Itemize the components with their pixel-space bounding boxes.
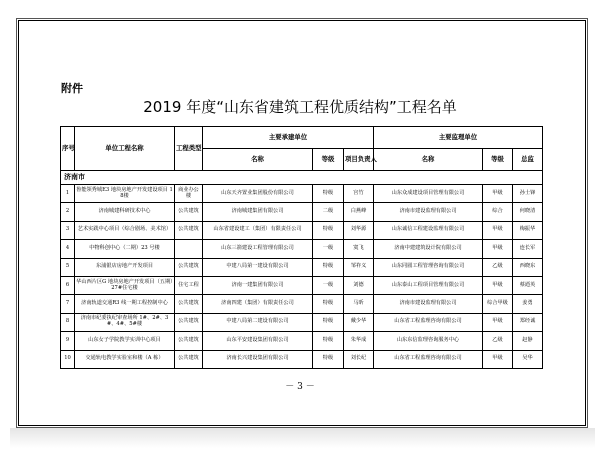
- cell-project-lead: 刘长纪: [344, 350, 374, 368]
- cell-supervisor-grade: 甲级: [483, 276, 513, 294]
- cell-chief-supervisor: 西晓东: [513, 258, 543, 276]
- cell-supervisor-grade: 甲级: [483, 350, 513, 368]
- cell-chief-supervisor: 孙士锋: [513, 185, 543, 203]
- header-project-lead: 项目负责人: [344, 149, 374, 171]
- table-row: [61, 350, 543, 368]
- header-project-type: 工程类型: [175, 127, 203, 171]
- cell-project-lead: 朱华成: [344, 332, 374, 350]
- cell-chief-supervisor: 吴华: [513, 350, 543, 368]
- cell-project-lead: 宫竹: [344, 185, 374, 203]
- cell-project-name: 济南轨道交通R3 线一期工程控制中心: [75, 295, 175, 313]
- cell-supervisor-name: 山东诚信工程建设监理有限公司: [374, 221, 483, 239]
- header-contractor-group: 主要承建单位: [203, 127, 374, 149]
- cell-project-lead: 刘德: [344, 276, 374, 294]
- cell-chief-supervisor: 梅振华: [513, 221, 543, 239]
- table-row: [61, 185, 543, 203]
- cell-project-type: 公共建筑: [175, 332, 203, 350]
- cell-supervisor-name: 山东省工程监理咨询有限公司: [374, 313, 483, 331]
- cell-project-type: 商业办公楼: [175, 185, 203, 203]
- cell-supervisor-grade: 甲级: [483, 185, 513, 203]
- cell-seq: 7: [61, 295, 75, 313]
- cell-project-lead: 白燕峰: [344, 203, 374, 221]
- cell-supervisor-name: 山东泰山工程项目管理有限公司: [374, 276, 483, 294]
- cell-supervisor-grade: 甲级: [483, 221, 513, 239]
- cell-chief-supervisor: 姜勇: [513, 295, 543, 313]
- cell-supervisor-grade: 乙级: [483, 332, 513, 350]
- cell-supervisor-grade: 综合甲级: [483, 295, 513, 313]
- table-row: [61, 203, 543, 221]
- cell-project-lead: 戴少华: [344, 313, 374, 331]
- cell-supervisor-name: 济南市建设监理有限公司: [374, 295, 483, 313]
- cell-seq: 10: [61, 350, 75, 368]
- cell-chief-supervisor: 连长军: [513, 240, 543, 258]
- cell-supervisor-name: 济南市建设监理有限公司: [374, 203, 483, 221]
- cell-contractor-grade: 一级: [313, 240, 344, 258]
- cell-contractor-name: 中建八局第二建设有限公司: [203, 313, 313, 331]
- cell-supervisor-name: 山东同圆工程管理咨询有限公司: [374, 258, 483, 276]
- cell-project-name: 山东女子学院教学实训中心项目: [75, 332, 175, 350]
- cell-project-type: 公共建筑: [175, 221, 203, 239]
- cell-seq: 2: [61, 203, 75, 221]
- cell-project-name: 艺术实践中心项目（综合剧场、美术馆）: [75, 221, 175, 239]
- cell-project-name: 中物科创中心（二期）23 号楼: [75, 240, 175, 258]
- cell-supervisor-name: 山东东信监理咨询服务中心: [374, 332, 483, 350]
- page-number: － 3 －: [285, 382, 315, 392]
- cell-contractor-name: 山东省建设建工（集团）有限责任公司: [203, 221, 313, 239]
- table-row: [61, 276, 543, 294]
- cell-project-name: 东浦银店房地产开发项目: [75, 258, 175, 276]
- cell-supervisor-grade: 综合: [483, 203, 513, 221]
- header-supervisor-group: 主要监理单位: [374, 127, 543, 149]
- page-title: 2019 年度“山东省建筑工程优质结构”工程名单: [143, 98, 457, 116]
- cell-seq: 3: [61, 221, 75, 239]
- city-label: 济南市: [61, 171, 543, 185]
- cell-seq: 8: [61, 313, 75, 331]
- cell-supervisor-grade: 甲级: [483, 240, 513, 258]
- page-shadow: [10, 428, 595, 448]
- cell-contractor-grade: 特级: [313, 350, 344, 368]
- cell-project-lead: 邹祚义: [344, 258, 374, 276]
- header-seq: 序号: [61, 127, 75, 171]
- project-table: [60, 126, 543, 369]
- cell-project-name: 交通轨电教学实验室和楼（A 栋）: [75, 350, 175, 368]
- cell-project-type: [175, 240, 203, 258]
- cell-project-type: 公共建筑: [175, 258, 203, 276]
- cell-contractor-grade: 特级: [313, 295, 344, 313]
- cell-chief-supervisor: 赵静: [513, 332, 543, 350]
- cell-supervisor-grade: 乙级: [483, 258, 513, 276]
- cell-seq: 4: [61, 240, 75, 258]
- cell-supervisor-name: 山东省工程监理咨询有限公司: [374, 350, 483, 368]
- cell-seq: 9: [61, 332, 75, 350]
- cell-project-name: 济南市纪委执纪审查场所 1#、2#、3#、4#、5#楼: [75, 313, 175, 331]
- attachment-label: 附件: [61, 82, 83, 95]
- cell-contractor-name: 山东天齐置业集团股份有限公司: [203, 185, 313, 203]
- cell-project-name: 济南城建科研技术中心: [75, 203, 175, 221]
- cell-contractor-grade: 特级: [313, 258, 344, 276]
- header-chief-supervisor: 总监: [513, 149, 543, 171]
- cell-project-name: 华山西片区G 地块房地产开发项目（五期）27#住宅楼: [75, 276, 175, 294]
- cell-contractor-name: 济南城建集团有限公司: [203, 203, 313, 221]
- header-supervisor-grade: 等级: [483, 149, 513, 171]
- cell-chief-supervisor: 何晓清: [513, 203, 543, 221]
- cell-project-type: 公共建筑: [175, 203, 203, 221]
- header-contractor-grade: 等级: [313, 149, 344, 171]
- header-unit-project-name: 单位工程名称: [75, 127, 175, 171]
- cell-contractor-name: 济南长兴建设集团有限公司: [203, 350, 313, 368]
- cell-contractor-name: 济南一建集团有限公司: [203, 276, 313, 294]
- table-row: [61, 332, 543, 350]
- cell-project-lead: 刘华源: [344, 221, 374, 239]
- cell-supervisor-name: 山东众成建设项目管理有限公司: [374, 185, 483, 203]
- cell-seq: 5: [61, 258, 75, 276]
- cell-supervisor-name: 济南中建建筑设计院有限公司: [374, 240, 483, 258]
- cell-chief-supervisor: 蔡迺英: [513, 276, 543, 294]
- cell-contractor-grade: 特级: [313, 313, 344, 331]
- cell-project-lead: 马昕: [344, 295, 374, 313]
- cell-contractor-grade: 一级: [313, 276, 344, 294]
- table-row: [61, 240, 543, 258]
- cell-contractor-grade: 特级: [313, 221, 344, 239]
- cell-contractor-grade: 特级: [313, 332, 344, 350]
- table-row: [61, 313, 543, 331]
- header-contractor-name: 名称: [203, 149, 313, 171]
- cell-contractor-name: 山东平安建设集团有限公司: [203, 332, 313, 350]
- cell-contractor-name: 山东三箭建设工程管理有限公司: [203, 240, 313, 258]
- cell-project-lead: 寞飞: [344, 240, 374, 258]
- table-row: [61, 258, 543, 276]
- table-row: [61, 221, 543, 239]
- cell-project-type: 公共建筑: [175, 295, 203, 313]
- cell-contractor-grade: 特级: [313, 185, 344, 203]
- cell-contractor-name: 中建八局第一建设有限公司: [203, 258, 313, 276]
- cell-contractor-grade: 二级: [313, 203, 344, 221]
- header-supervisor-name: 名称: [374, 149, 483, 171]
- table-row: [61, 295, 543, 313]
- cell-contractor-name: 济南四建（集团）有限责任公司: [203, 295, 313, 313]
- cell-project-type: 住宅工程: [175, 276, 203, 294]
- cell-project-type: 公共建筑: [175, 350, 203, 368]
- cell-seq: 6: [61, 276, 75, 294]
- cell-seq: 1: [61, 185, 75, 203]
- cell-chief-supervisor: 郑经诚: [513, 313, 543, 331]
- cell-supervisor-grade: 甲级: [483, 313, 513, 331]
- cell-project-type: 公共建筑: [175, 313, 203, 331]
- cell-project-name: 鲁能领秀城E3 地块房地产开发建设项目 18楼: [75, 185, 175, 203]
